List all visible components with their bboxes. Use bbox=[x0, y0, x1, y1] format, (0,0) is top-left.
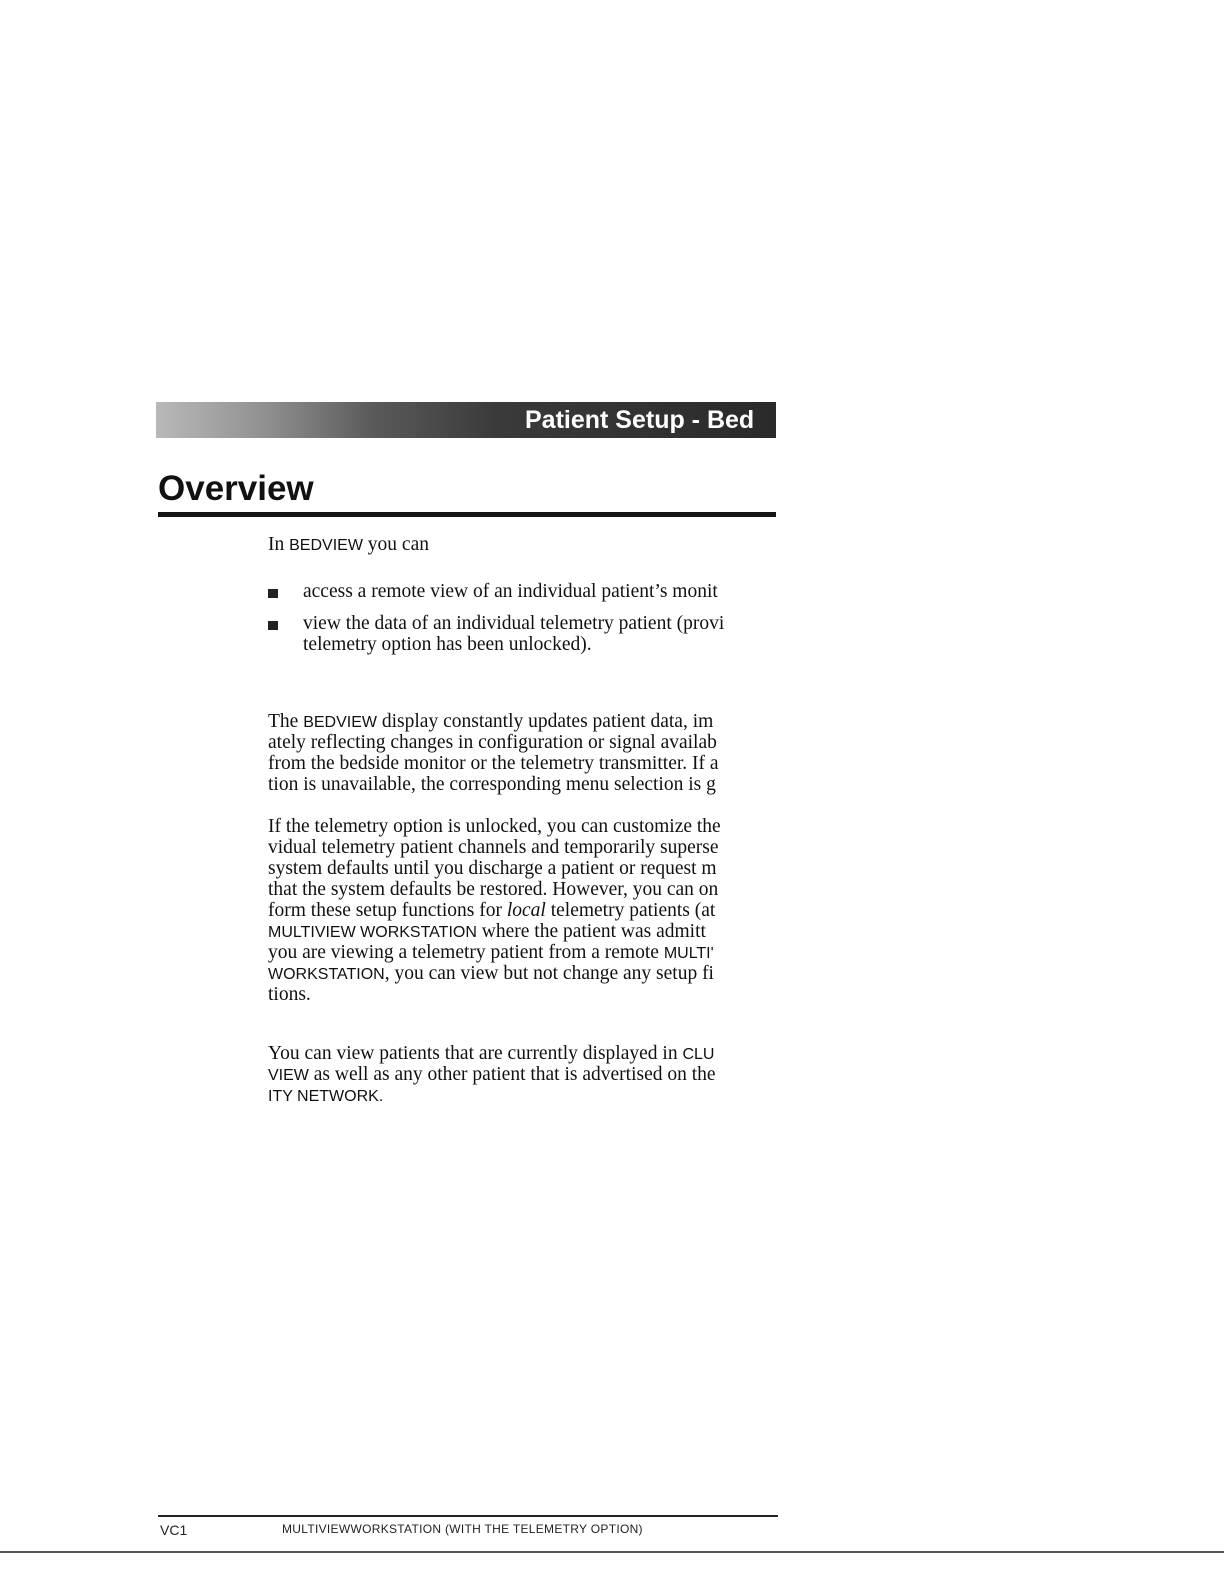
product-name: BEDVIEW bbox=[303, 714, 377, 731]
paragraph: If the telemetry option is unlocked, you can customize the vidual telemetry patient channels and temporarily superse system defaults until you discharge a patient or request m that the system defaults be restored. However, you can on form these setup functions for local telemetry patients (at MULTIVIEW WORKSTATION where the patient was admitt you are viewing a telemetry patient from a remote MULTI' WORKSTATION, you can view but not change any setup fi tions. bbox=[268, 816, 721, 1005]
intro-line: In BEDVIEW you can bbox=[268, 534, 429, 555]
heading-rule bbox=[158, 512, 776, 517]
page-edge bbox=[0, 1551, 1224, 1553]
product-name: BEDVIEW bbox=[289, 537, 363, 554]
banner-title: Patient Setup - Bed bbox=[525, 406, 755, 434]
bullet-item: view the data of an individual telemetry patient (provi telemetry option has been unlocked). bbox=[303, 613, 725, 655]
page-code: VC1 bbox=[160, 1522, 188, 1538]
paragraph: The BEDVIEW display constantly updates patient data, im ately reflecting changes in configuration or signal availab from the bedside monitor or the telemetry transmitter. If a tion is unavailable, the corresponding menu selection is g bbox=[268, 711, 719, 795]
bullet-icon bbox=[268, 589, 278, 598]
footer-title: MULTIVIEWWORKSTATION (WITH THE TELEMETRY OPTION) bbox=[282, 1522, 643, 1536]
bullet-icon bbox=[268, 621, 278, 630]
product-name: MULTIVIEW WORKSTATION bbox=[268, 924, 477, 941]
paragraph: You can view patients that are currently displayed in CLU VIEW as well as any other patient that is advertised on the ITY NETWORK. bbox=[268, 1043, 716, 1105]
bullet-item: access a remote view of an individual patient’s monit bbox=[303, 581, 718, 602]
product-name: ITY NETWORK. bbox=[268, 1088, 384, 1105]
product-name: VIEW bbox=[268, 1067, 309, 1084]
product-name: MULTI' bbox=[663, 945, 714, 962]
product-name: WORKSTATION bbox=[268, 966, 385, 983]
page-title: Overview bbox=[158, 469, 314, 508]
footer-rule bbox=[158, 1515, 778, 1517]
product-name: CLU bbox=[682, 1046, 715, 1063]
